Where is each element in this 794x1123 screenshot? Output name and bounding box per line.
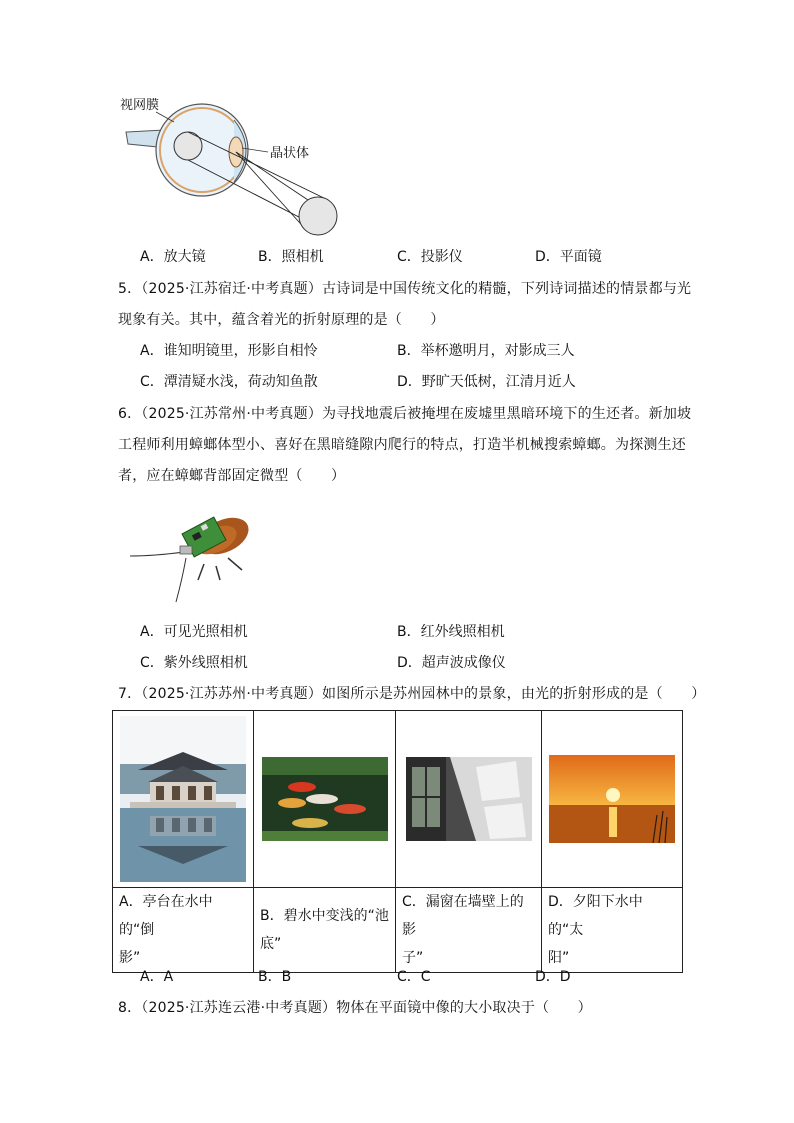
cockroach-robot-image <box>124 500 254 604</box>
window-shadow-image <box>406 757 532 841</box>
pavilion-reflection-image <box>120 716 246 882</box>
q7-option-a[interactable]: A．A <box>140 969 174 985</box>
q8-stem-line1: 8．（2025·江苏连云港·中考真题）物体在平面镜中像的大小取决于（ ） <box>118 1000 592 1016</box>
q6-stem-line1: 6．（2025·江苏常州·中考真题）为寻找地震后被掩埋在废墟里黑暗环境下的生还者。新加坡 <box>118 406 692 422</box>
q5-stem-line2: 现象有关。其中，蕴含着光的折射原理的是（ ） <box>118 312 445 328</box>
label-lens: 晶状体 <box>270 146 310 161</box>
q5-option-a[interactable]: A．谁知明镜里，形影自相怜 <box>140 343 318 359</box>
q7-cell-image-a <box>113 711 254 888</box>
q7-option-b[interactable]: B．B <box>258 969 292 985</box>
q7-image-table <box>112 710 683 973</box>
q6-stem-line3: 者，应在蟑螂背部固定微型（ ） <box>118 468 346 484</box>
q4-option-c[interactable]: C．投影仪 <box>397 249 463 265</box>
q5-option-c[interactable]: C．潭清疑水浅，荷动知鱼散 <box>140 374 318 390</box>
q6-option-a[interactable]: A．可见光照相机 <box>140 624 248 640</box>
q7-stem-line1: 7．（2025·江苏苏州·中考真题）如图所示是苏州园林中的景象，由光的折射形成的是（ ） <box>118 686 706 702</box>
q6-option-b[interactable]: B．红外线照相机 <box>397 624 505 640</box>
q6-option-c[interactable]: C．紫外线照相机 <box>140 655 248 671</box>
q5-option-d[interactable]: D．野旷天低树，江清月近人 <box>397 374 576 390</box>
q7-cell-image-d <box>542 711 683 888</box>
q7-cell-image-c <box>396 711 542 888</box>
q7-caption-c: C．漏窗在墙壁上的影 子” <box>396 888 542 973</box>
q7-caption-b: B．碧水中变浅的“池 底” <box>254 888 396 973</box>
cockroach-svg <box>124 500 254 604</box>
q7-cell-image-b <box>254 711 396 888</box>
q4-option-a[interactable]: A．放大镜 <box>140 249 206 265</box>
q7-option-c[interactable]: C．C <box>397 969 431 985</box>
q7-caption-a: A．亭台在水中的“倒 影” <box>113 888 254 973</box>
q7-option-d[interactable]: D．D <box>535 969 571 985</box>
q4-option-b[interactable]: B．照相机 <box>258 249 324 265</box>
sunset-water-image <box>549 755 675 843</box>
q4-option-d[interactable]: D．平面镜 <box>535 249 602 265</box>
q5-stem-line1: 5．（2025·江苏宿迁·中考真题）古诗词是中国传统文化的精髓，下列诗词描述的情景都与光 <box>118 281 692 297</box>
koi-pond-image <box>262 757 388 841</box>
q6-option-d[interactable]: D．超声波成像仪 <box>397 655 506 671</box>
q5-option-b[interactable]: B．举杯邀明月，对影成三人 <box>397 343 575 359</box>
label-retina: 视网膜 <box>120 98 160 113</box>
q6-stem-line2: 工程师利用蟑螂体型小、喜好在黑暗缝隙内爬行的特点，打造半机械搜索蟑螂。为探测生还 <box>118 437 686 453</box>
q7-caption-d: D．夕阳下水中的“太 阳” <box>542 888 683 973</box>
